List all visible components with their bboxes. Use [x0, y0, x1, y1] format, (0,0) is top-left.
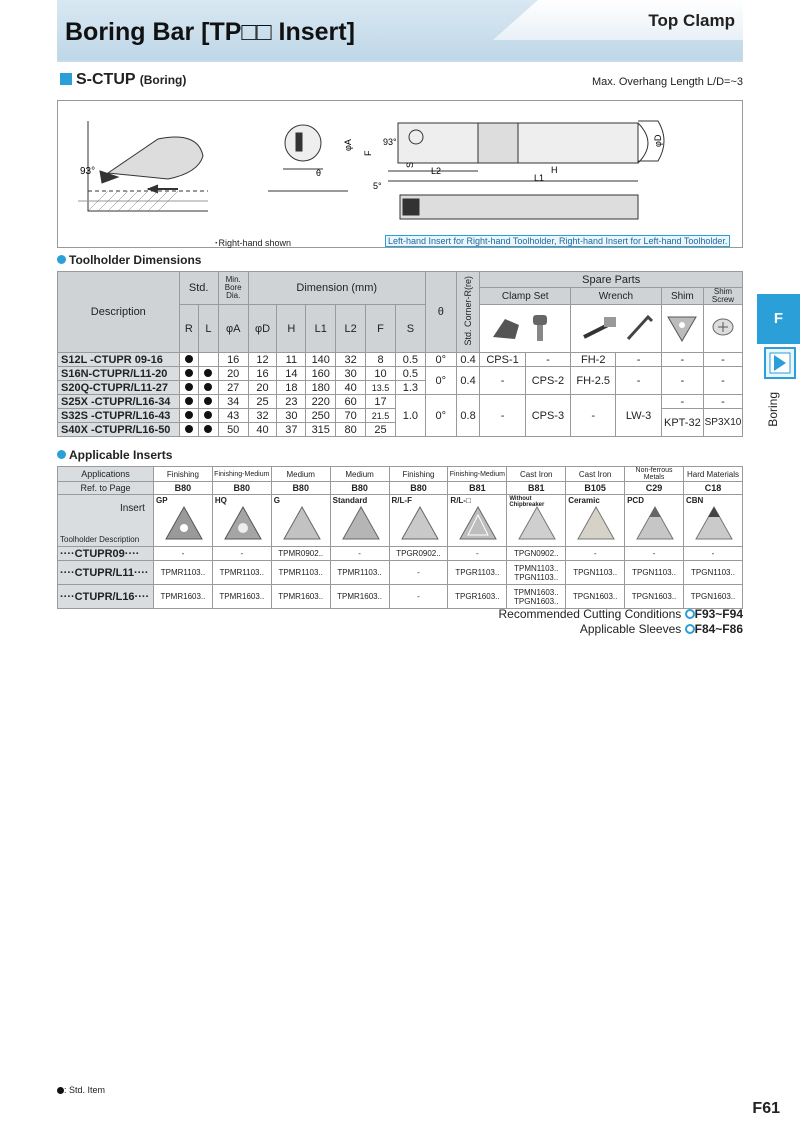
cell-shim: KPT-32 — [661, 409, 703, 437]
col-R: R — [179, 305, 199, 353]
col-spare: Spare Parts — [480, 272, 743, 288]
cell-wrench2: - — [616, 353, 661, 367]
cell-shim: - — [661, 353, 703, 367]
insert-code: - — [389, 585, 448, 609]
cell-S: 1.3 — [395, 381, 425, 395]
label-phiA: φA — [343, 139, 353, 151]
col-description: Description — [58, 272, 180, 353]
insert-code: TPMN1103.. TPGN1103.. — [507, 561, 566, 585]
insert-label: Insert — [119, 503, 145, 514]
cell-H: 30 — [277, 409, 306, 423]
cell-H: 23 — [277, 395, 306, 409]
cell-D: 20 — [248, 381, 277, 395]
boring-tool-icon — [766, 349, 794, 377]
insert-code: TPMR1103.. — [330, 561, 389, 585]
std-l — [199, 423, 219, 437]
std-dot-icon — [185, 411, 193, 419]
ref-cell[interactable]: B80 — [271, 482, 330, 495]
insert-code: TPGR1603.. — [448, 585, 507, 609]
cell-L1: 315 — [306, 423, 336, 437]
shim-icon — [662, 307, 702, 347]
std-r — [179, 409, 199, 423]
col-F: F — [366, 305, 396, 353]
ref-label: Ref. to Page — [58, 482, 154, 495]
standard-insert-icon — [341, 505, 381, 543]
insert-code: TPMR1103.. — [153, 561, 212, 585]
app-cell: Finishing-Medium — [448, 467, 507, 482]
row-desc: ····CTUPR09···· — [58, 547, 154, 561]
cell-clamp2: CPS-3 — [525, 395, 570, 437]
ceramic-insert-icon — [576, 505, 616, 543]
std-r — [179, 367, 199, 381]
std-dot-icon — [185, 397, 193, 405]
insert-type-label: R/L-□ — [450, 496, 471, 505]
cell-F: 17 — [366, 395, 396, 409]
sleeves-ref[interactable]: F84~F86 — [694, 622, 743, 636]
cell-screw: - — [703, 367, 742, 395]
insert-type-label: Without Chipbreaker — [509, 496, 545, 508]
insert-code: TPMN1603.. TPGN1603.. — [507, 585, 566, 609]
cell-screw: SP3X10 — [703, 409, 742, 437]
cell-D: 12 — [248, 353, 277, 367]
std-dot-icon — [185, 383, 193, 391]
insert-type-label: Standard — [332, 496, 368, 505]
bore-view — [78, 121, 208, 211]
cell-re: 0.8 — [456, 395, 480, 437]
std-dot-icon — [204, 383, 212, 391]
page-title: Boring Bar [TP□□ Insert] — [65, 18, 355, 46]
col-phiA: φA — [218, 305, 248, 353]
rlf-insert-icon — [400, 505, 440, 543]
cell-H: 11 — [277, 353, 306, 367]
recommended-ref[interactable]: F93~F94 — [694, 607, 743, 621]
dimensions-heading — [57, 253, 201, 267]
std-r — [179, 395, 199, 409]
inserts-heading — [57, 448, 172, 462]
ref-cell[interactable]: B80 — [153, 482, 212, 495]
label-S: S — [405, 161, 415, 168]
heading-dot-icon — [57, 255, 66, 264]
cell-A: 16 — [218, 353, 248, 367]
insert-type-label: PCD — [627, 496, 644, 505]
applications-row — [58, 467, 743, 482]
table-row — [58, 561, 743, 585]
col-minbore: Min. Bore Dia. — [218, 272, 248, 305]
end-view — [268, 125, 348, 191]
holder-label: Toolholder Description — [60, 535, 140, 544]
cell-F: 8 — [366, 353, 396, 367]
col-clamp: Clamp Set — [480, 288, 571, 305]
app-cell: Cast Iron — [566, 467, 625, 482]
table-row — [58, 585, 743, 609]
col-S: S — [395, 305, 425, 353]
col-theta: θ — [425, 272, 456, 353]
section-square-icon — [60, 73, 72, 85]
cell-re: 0.4 — [456, 353, 480, 367]
pcd-insert-icon — [635, 505, 675, 543]
ref-cell[interactable]: B81 — [507, 482, 566, 495]
cell-re: 0.4 — [456, 367, 480, 395]
insert-type-label: HQ — [214, 496, 227, 505]
cell-L2: 40 — [336, 381, 366, 395]
dimensions-table — [57, 271, 743, 437]
cell-clamp2: - — [525, 353, 570, 367]
label-H: H — [551, 165, 558, 175]
std-r — [179, 423, 199, 437]
section-subtitle: (Boring) — [139, 73, 187, 87]
table-row — [58, 547, 743, 561]
insert-cbn — [683, 495, 742, 547]
insert-standard — [330, 495, 389, 547]
cell-A: 20 — [218, 367, 248, 381]
std-dot-icon — [204, 369, 212, 377]
cell-clamp2: CPS-2 — [525, 367, 570, 395]
col-H: H — [277, 305, 306, 353]
app-cell: Cast Iron — [507, 467, 566, 482]
cell-screw: - — [703, 353, 742, 367]
insert-code: TPGR0902.. — [389, 547, 448, 561]
std-dot-icon — [204, 411, 212, 419]
cell-A: 43 — [218, 409, 248, 423]
shim-image — [661, 305, 703, 353]
insert-code: TPMR0902.. — [271, 547, 330, 561]
shim-screw-image — [703, 305, 742, 353]
insert-code: TPMR1603.. — [212, 585, 271, 609]
insert-type-label: R/L-F — [391, 496, 412, 505]
cell-A: 27 — [218, 381, 248, 395]
cell-theta: 0° — [425, 353, 456, 367]
insert-code: - — [330, 547, 389, 561]
cell-clamp: - — [480, 395, 525, 437]
insert-rl — [448, 495, 507, 547]
std-l — [199, 367, 219, 381]
insert-ceramic — [566, 495, 625, 547]
ref-cell[interactable]: C29 — [625, 482, 684, 495]
row-desc: S40X -CTUPR/L16-50 — [58, 423, 180, 437]
insert-g — [271, 495, 330, 547]
table-row — [58, 367, 743, 381]
insert-code: TPMR1103.. — [271, 561, 330, 585]
cell-D: 16 — [248, 367, 277, 381]
std-dot-icon — [185, 425, 193, 433]
cell-S: 0.5 — [395, 367, 425, 381]
ref-cell[interactable]: B80 — [212, 482, 271, 495]
insert-code: - — [625, 547, 684, 561]
std-l — [199, 353, 219, 367]
section-tab-f[interactable]: F — [757, 294, 800, 344]
insert-code: TPMR1603.. — [153, 585, 212, 609]
cell-H: 37 — [277, 423, 306, 437]
no-chipbreaker-insert-icon — [517, 505, 557, 543]
app-cell: Non-ferrous Metals — [625, 467, 684, 482]
row-desc: S20Q-CTUPR/L11-27 — [58, 381, 180, 395]
insert-code: TPGR1103.. — [448, 561, 507, 585]
insert-code: - — [448, 547, 507, 561]
label-5deg: 5° — [373, 181, 382, 191]
reference-circle-icon — [685, 624, 695, 634]
dimensions-heading-text: Toolholder Dimensions — [69, 253, 202, 267]
std-r — [179, 381, 199, 395]
cell-F: 13.5 — [366, 381, 396, 395]
page-number: F61 — [752, 1100, 780, 1117]
overhang-note: Max. Overhang Length L/D=~3 — [591, 76, 743, 88]
insert-type-label: CBN — [685, 496, 704, 505]
col-std: Std. — [179, 272, 218, 305]
ref-cell[interactable]: B80 — [330, 482, 389, 495]
label-theta: θ — [316, 168, 322, 178]
cell-D: 25 — [248, 395, 277, 409]
recommended-conditions[interactable] — [499, 607, 743, 621]
side-view — [388, 123, 648, 219]
label-93b: 93° — [383, 137, 397, 147]
std-l — [199, 381, 219, 395]
cell-wrench2: - — [616, 367, 661, 395]
insert-type-label: GP — [155, 496, 168, 505]
ref-cell[interactable]: B80 — [389, 482, 448, 495]
col-phiD: φD — [248, 305, 277, 353]
col-dimension: Dimension (mm) — [248, 272, 425, 305]
cell-L2: 80 — [336, 423, 366, 437]
cell-S: 1.0 — [395, 395, 425, 437]
category-label: Top Clamp — [648, 11, 735, 30]
cell-wrench2: LW-3 — [616, 395, 661, 437]
cell-F: 25 — [366, 423, 396, 437]
std-dot-icon — [57, 1087, 64, 1094]
shim-screw-icon — [706, 307, 740, 347]
std-r — [179, 353, 199, 367]
cell-clamp: - — [480, 367, 525, 395]
cell-A: 34 — [218, 395, 248, 409]
sleeves-label: Applicable Sleeves — [579, 622, 682, 636]
cell-theta: 0° — [425, 367, 456, 395]
table-row — [58, 395, 743, 409]
row-desc: ····CTUPR/L16···· — [58, 585, 154, 609]
col-shim: Shim — [661, 288, 703, 305]
cell-D: 40 — [248, 423, 277, 437]
col-L2: L2 — [336, 305, 366, 353]
insert-code: TPMR1603.. — [330, 585, 389, 609]
cell-L2: 30 — [336, 367, 366, 381]
label-phiD: φD — [653, 134, 663, 147]
cell-S: 0.5 — [395, 353, 425, 367]
ref-cell[interactable]: C18 — [683, 482, 742, 495]
insert-gp — [153, 495, 212, 547]
insert-no-chipbreaker — [507, 495, 566, 547]
rl-insert-icon — [458, 505, 498, 543]
cell-wrench: FH-2 — [571, 353, 616, 367]
right-hand-note: ･Right-hand shown — [214, 238, 292, 248]
cell-H: 18 — [277, 381, 306, 395]
ref-cell[interactable]: B81 — [448, 482, 507, 495]
footnote — [57, 1085, 105, 1095]
footnote-text: : Std. Item — [64, 1085, 106, 1095]
row-desc: S12L -CTUPR 09-16 — [58, 353, 180, 367]
recommended-label: Recommended Cutting Conditions — [498, 607, 682, 621]
cell-D: 32 — [248, 409, 277, 423]
ref-row — [58, 482, 743, 495]
cell-clamp: CPS-1 — [480, 353, 525, 367]
section-name: S-CTUP — [76, 71, 136, 88]
cell-theta: 0° — [425, 395, 456, 437]
corner-label: Std. Corner-R(re) — [463, 275, 474, 346]
label-L1: L1 — [534, 173, 545, 183]
technical-drawing — [57, 100, 743, 248]
col-wrench: Wrench — [571, 288, 662, 305]
insert-image-row — [58, 495, 743, 547]
app-cell: Finishing — [153, 467, 212, 482]
reference-circle-icon — [685, 609, 695, 619]
cell-L1: 180 — [306, 381, 336, 395]
insert-type-label: Ceramic — [568, 496, 600, 505]
app-cell: Medium — [271, 467, 330, 482]
insert-pcd — [625, 495, 684, 547]
g-insert-icon — [282, 505, 322, 543]
drawing-svg — [58, 101, 742, 247]
app-cell: Finishing-Medium — [212, 467, 271, 482]
ref-cell[interactable]: B105 — [566, 482, 625, 495]
insert-header-cell — [58, 495, 154, 547]
page-header — [57, 0, 743, 62]
label-93a: 93° — [80, 166, 96, 177]
table-row — [58, 353, 743, 367]
applicable-sleeves[interactable] — [580, 622, 743, 636]
col-corner — [456, 272, 480, 353]
insert-code: TPGN0902.. — [507, 547, 566, 561]
inserts-heading-text: Applicable Inserts — [69, 448, 173, 462]
std-dot-icon — [185, 369, 193, 377]
cell-shim: - — [661, 367, 703, 395]
clamp-set-icon — [485, 307, 565, 347]
section-title — [60, 71, 186, 89]
insert-code: - — [153, 547, 212, 561]
insert-code: TPGN1103.. — [683, 561, 742, 585]
col-screw: Shim Screw — [703, 288, 742, 305]
inserts-table — [57, 466, 743, 609]
std-dot-icon — [204, 425, 212, 433]
cell-L2: 32 — [336, 353, 366, 367]
insert-code: - — [566, 547, 625, 561]
col-L1: L1 — [306, 305, 336, 353]
cbn-insert-icon — [694, 505, 734, 543]
insert-code: TPGN1103.. — [625, 561, 684, 585]
clamp-set-image — [480, 305, 571, 353]
cell-L1: 140 — [306, 353, 336, 367]
boring-icon — [764, 347, 796, 379]
wrench-icon — [576, 307, 656, 347]
wrench-image — [571, 305, 662, 353]
std-l — [199, 409, 219, 423]
app-cell: Hard Materials — [683, 467, 742, 482]
applications-label: Applications — [58, 467, 154, 482]
cell-L2: 70 — [336, 409, 366, 423]
cell-F: 10 — [366, 367, 396, 381]
row-desc: ····CTUPR/L11···· — [58, 561, 154, 585]
side-label-boring: Boring — [766, 392, 780, 427]
std-l — [199, 395, 219, 409]
cell-L1: 250 — [306, 409, 336, 423]
label-L2: L2 — [431, 166, 442, 176]
insert-code: - — [683, 547, 742, 561]
left-hand-note: Left-hand Insert for Right-hand Toolholder, Right-hand Insert for Left-hand Toolholder. — [385, 235, 730, 247]
row-desc: S25X -CTUPR/L16-34 — [58, 395, 180, 409]
cell-screw: - — [703, 395, 742, 409]
cell-F: 21.5 — [366, 409, 396, 423]
insert-type-label: G — [273, 496, 280, 505]
insert-code: - — [389, 561, 448, 585]
std-dot-icon — [204, 397, 212, 405]
insert-code: TPGN1103.. — [566, 561, 625, 585]
row-desc: S32S -CTUPR/L16-43 — [58, 409, 180, 423]
cell-L1: 160 — [306, 367, 336, 381]
insert-code: TPMR1103.. — [212, 561, 271, 585]
row-desc: S16N-CTUPR/L11-20 — [58, 367, 180, 381]
app-cell: Medium — [330, 467, 389, 482]
insert-code: TPGN1603.. — [625, 585, 684, 609]
insert-code: - — [212, 547, 271, 561]
gp-insert-icon — [164, 505, 204, 543]
insert-code: TPGN1603.. — [566, 585, 625, 609]
cell-A: 50 — [218, 423, 248, 437]
app-cell: Finishing — [389, 467, 448, 482]
hq-insert-icon — [223, 505, 263, 543]
insert-hq — [212, 495, 271, 547]
insert-code: TPGN1603.. — [683, 585, 742, 609]
heading-dot-icon — [57, 450, 66, 459]
insert-code: TPMR1603.. — [271, 585, 330, 609]
cell-H: 14 — [277, 367, 306, 381]
col-L: L — [199, 305, 219, 353]
label-F: F — [363, 150, 373, 156]
insert-rlf — [389, 495, 448, 547]
cell-wrench: - — [571, 395, 616, 437]
cell-L1: 220 — [306, 395, 336, 409]
std-dot-icon — [185, 355, 193, 363]
cell-shim: - — [661, 395, 703, 409]
cell-L2: 60 — [336, 395, 366, 409]
cell-wrench: FH-2.5 — [571, 367, 616, 395]
